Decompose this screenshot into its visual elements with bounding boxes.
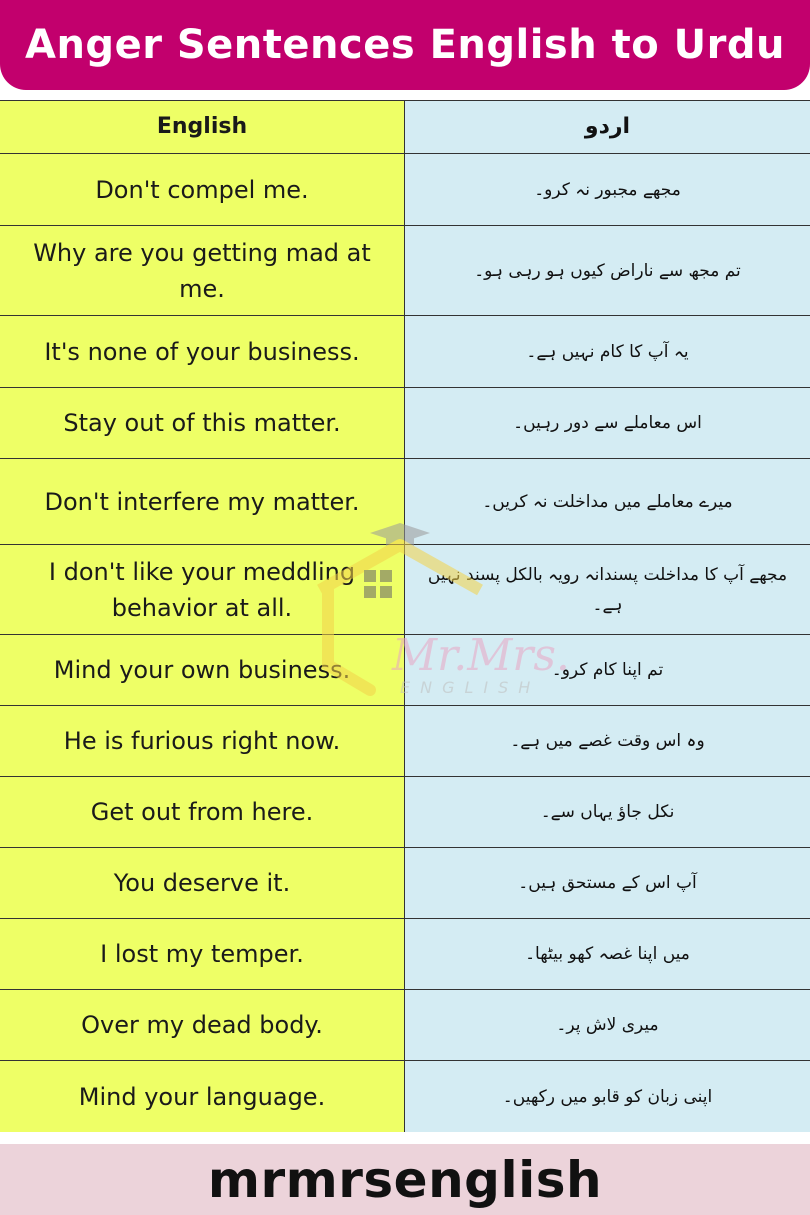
urdu-sentence: اپنی زبان کو قابو میں رکھیں۔ xyxy=(405,1061,810,1132)
footer-brand: mrmrsenglish xyxy=(207,1150,603,1209)
watermark-sub-text: ENGLISH xyxy=(400,678,541,697)
table-row xyxy=(0,316,810,388)
english-sentence: I don't like your meddling behavior at all. xyxy=(0,545,405,634)
urdu-sentence: میں اپنا غصہ کھو بیٹھا۔ xyxy=(405,919,810,989)
table-row xyxy=(0,545,810,635)
english-sentence: He is furious right now. xyxy=(0,706,405,776)
english-sentence: Don't compel me. xyxy=(0,154,405,225)
table-row xyxy=(0,919,810,990)
footer-banner xyxy=(0,1144,810,1215)
english-sentence: It's none of your business. xyxy=(0,316,405,387)
english-sentence: Mind your own business. xyxy=(0,635,405,705)
english-sentence: Over my dead body. xyxy=(0,990,405,1060)
table-row xyxy=(0,388,810,459)
english-column-header: English xyxy=(0,101,405,153)
table-row xyxy=(0,226,810,316)
english-sentence: Why are you getting mad at me. xyxy=(0,226,405,315)
table-row xyxy=(0,154,810,226)
watermark-brand-text: Mr.Mrs. xyxy=(392,630,570,681)
urdu-column-header: اردو xyxy=(405,101,810,153)
urdu-sentence: مجھے آپ کا مداخلت پسندانہ رویہ بالکل پسند نہیں ہے۔ xyxy=(405,545,810,634)
table-row xyxy=(0,706,810,777)
english-sentence: Stay out of this matter. xyxy=(0,388,405,458)
english-sentence: Mind your language. xyxy=(0,1061,405,1132)
table-header-row xyxy=(0,101,810,154)
urdu-sentence: آپ اس کے مستحق ہیں۔ xyxy=(405,848,810,918)
urdu-sentence: نکل جاؤ یہاں سے۔ xyxy=(405,777,810,847)
urdu-sentence: تم مجھ سے ناراض کیوں ہو رہی ہو۔ xyxy=(405,226,810,315)
urdu-sentence: اس معاملے سے دور رہیں۔ xyxy=(405,388,810,458)
english-sentence: Get out from here. xyxy=(0,777,405,847)
table-row xyxy=(0,777,810,848)
english-sentence: I lost my temper. xyxy=(0,919,405,989)
table-row xyxy=(0,990,810,1061)
urdu-sentence: میری لاش پر۔ xyxy=(405,990,810,1060)
table-row xyxy=(0,635,810,706)
english-sentence: You deserve it. xyxy=(0,848,405,918)
urdu-sentence: میرے معاملے میں مداخلت نہ کریں۔ xyxy=(405,459,810,544)
table-row xyxy=(0,459,810,545)
page-title: Anger Sentences English to Urdu xyxy=(25,22,785,68)
table-row xyxy=(0,1061,810,1132)
urdu-sentence: یہ آپ کا کام نہیں ہے۔ xyxy=(405,316,810,387)
sentences-table xyxy=(0,100,810,1132)
urdu-sentence: مجھے مجبور نہ کرو۔ xyxy=(405,154,810,225)
title-banner xyxy=(0,0,810,90)
english-sentence: Don't interfere my matter. xyxy=(0,459,405,544)
table-row xyxy=(0,848,810,919)
urdu-sentence: تم اپنا کام کرو۔ xyxy=(405,635,810,705)
urdu-sentence: وہ اس وقت غصے میں ہے۔ xyxy=(405,706,810,776)
